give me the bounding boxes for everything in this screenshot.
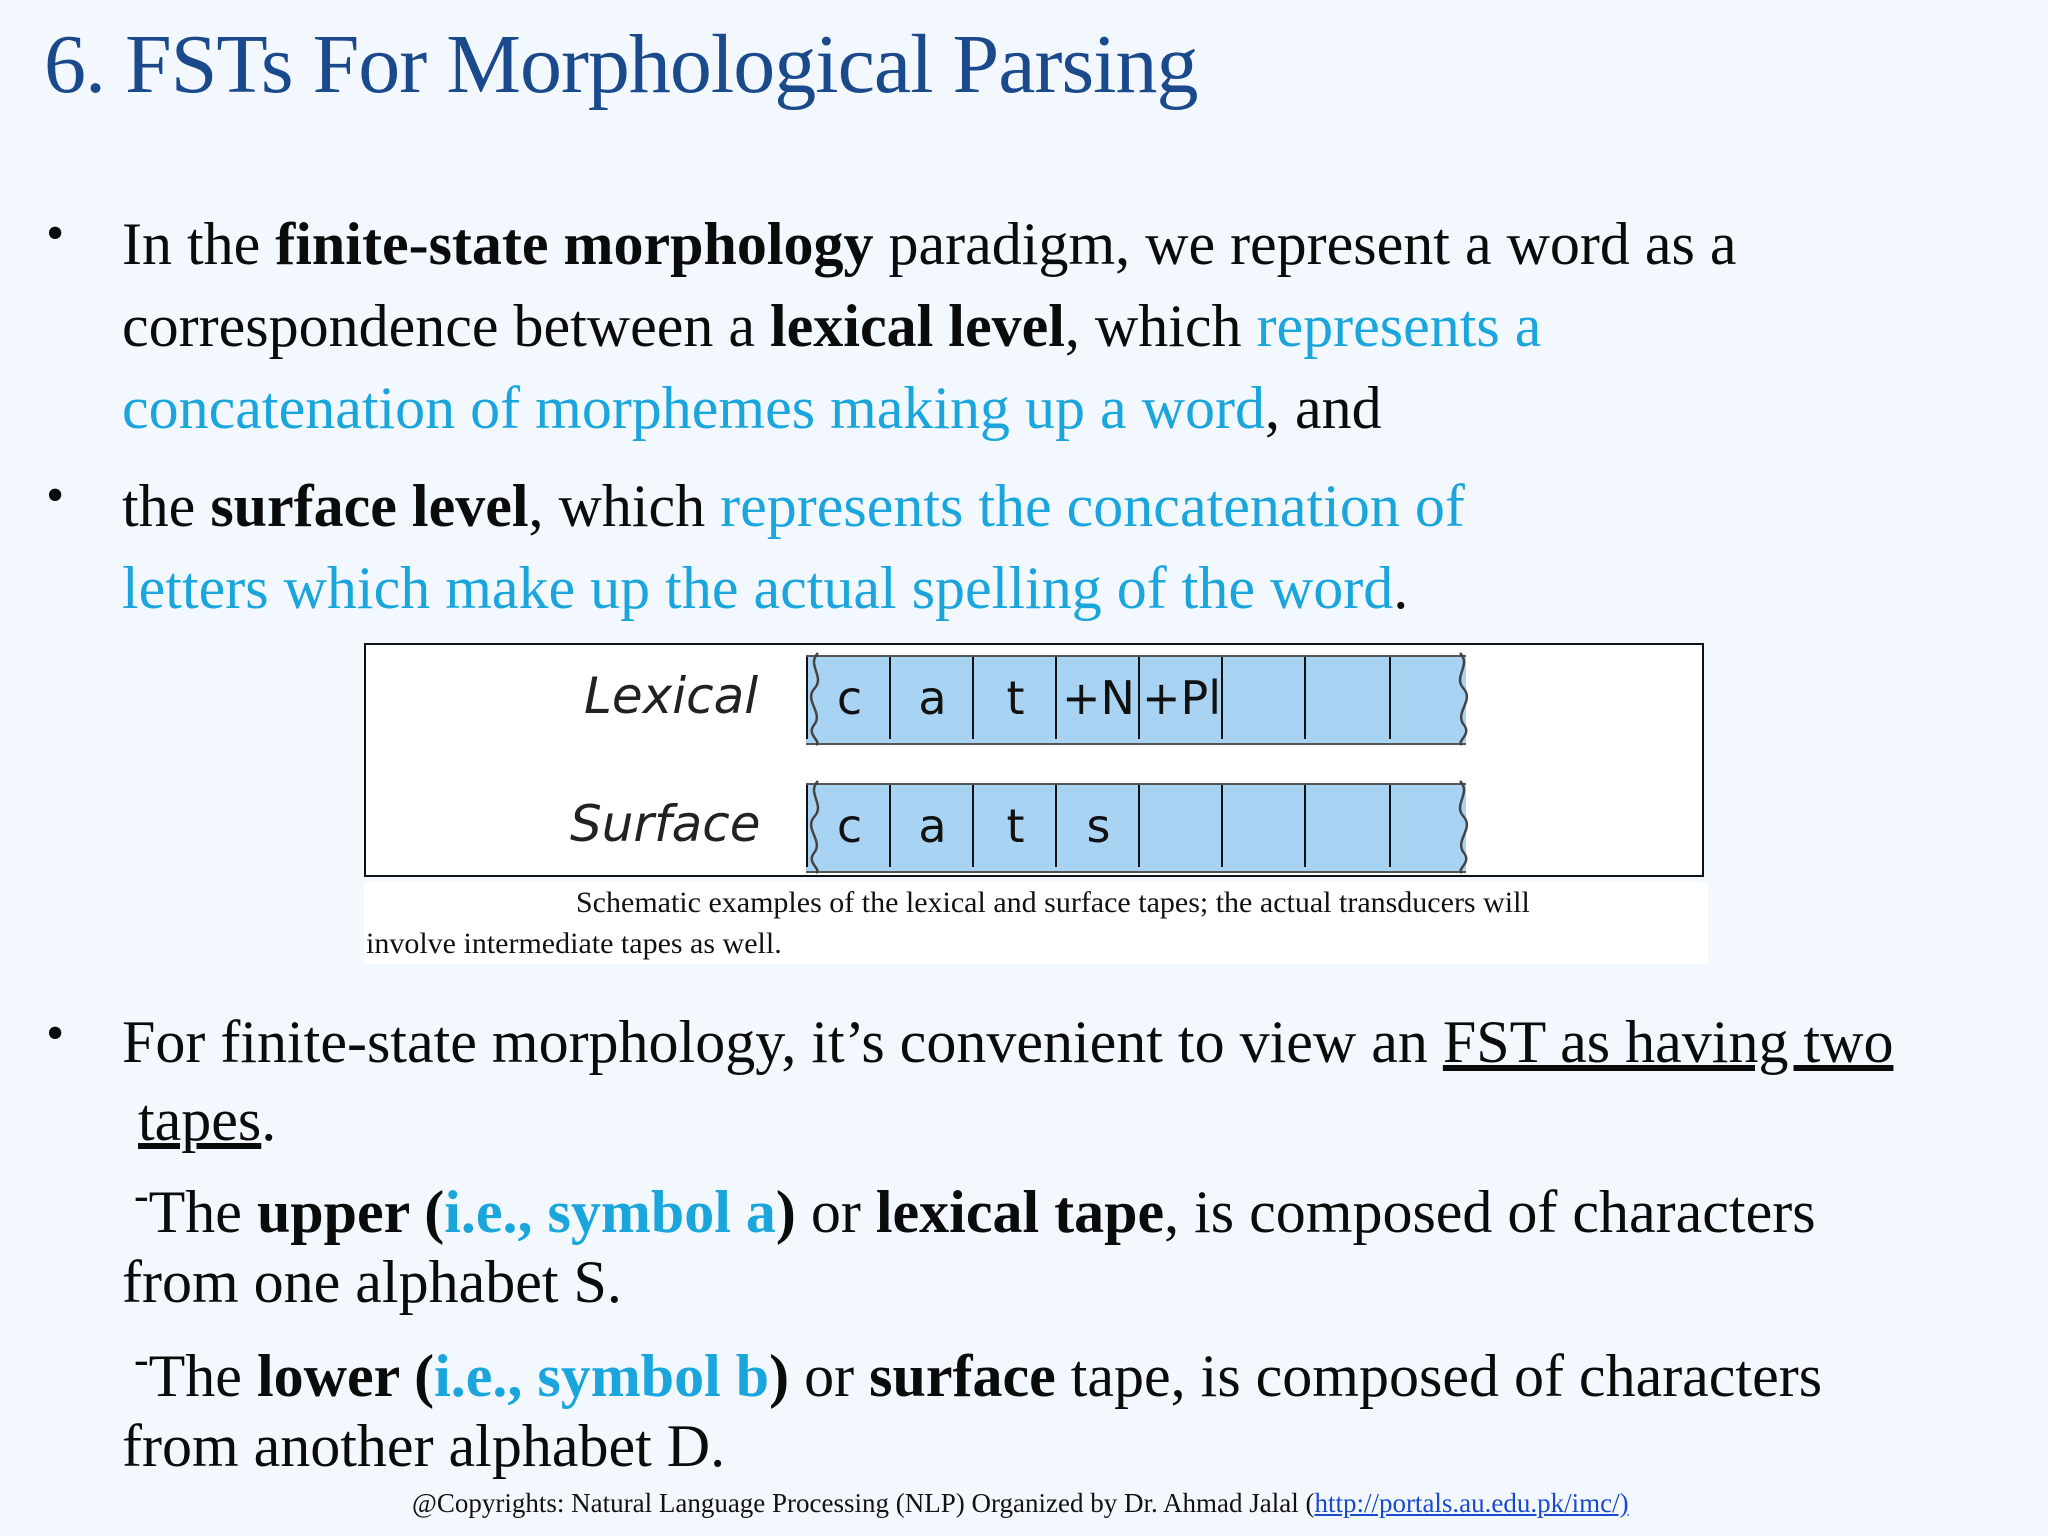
underlined-text: tapes bbox=[138, 1087, 262, 1153]
tape-cell bbox=[1221, 785, 1306, 867]
surface-label: Surface bbox=[570, 795, 761, 853]
term-lexical-level: lexical level bbox=[770, 293, 1065, 359]
footer-text: @Copyrights: Natural Language Processing (NLP) Organized by Dr. Ahmad Jalal ( bbox=[412, 1488, 1315, 1518]
sub2-line1 bbox=[134, 1335, 1823, 1409]
copyright-footer bbox=[412, 1488, 1629, 1519]
dash-marker: - bbox=[134, 1335, 149, 1384]
caption-line2: involve intermediate tapes as well. bbox=[366, 927, 782, 960]
text: the bbox=[122, 473, 211, 539]
lexical-tape bbox=[806, 655, 1466, 745]
slide-title: 6. FSTs For Morphological Parsing bbox=[44, 18, 1198, 111]
bullet-dot: • bbox=[46, 1005, 65, 1062]
text: ) bbox=[769, 1343, 790, 1409]
underlined-text: FST as having two bbox=[1442, 1009, 1894, 1075]
bullet1-line1 bbox=[122, 211, 1737, 277]
text: For finite-state morphology, it’s convenient to view an bbox=[122, 1009, 1443, 1075]
text: The bbox=[148, 1179, 257, 1245]
tape-cell bbox=[1138, 785, 1223, 867]
text: or bbox=[789, 1343, 870, 1409]
tape-break-right-icon bbox=[1450, 779, 1474, 875]
bullet1-line3 bbox=[122, 375, 1382, 441]
tape-cell: a bbox=[889, 657, 974, 739]
term-lexical-tape: lexical tape bbox=[875, 1179, 1165, 1245]
tapes-figure bbox=[364, 643, 1704, 877]
highlight-text: i.e., symbol a bbox=[444, 1179, 776, 1245]
text: or bbox=[795, 1179, 876, 1245]
term-lower: lower bbox=[256, 1343, 400, 1409]
term-finite-state-morphology: finite-state morphology bbox=[275, 211, 874, 277]
tape-cell: a bbox=[889, 785, 974, 867]
sub1-line2: from one alphabet S. bbox=[122, 1249, 622, 1315]
text: correspondence between a bbox=[122, 293, 770, 359]
bullet3-line2 bbox=[138, 1087, 277, 1153]
tape-cell: s bbox=[1055, 785, 1140, 867]
text: tape, is composed of characters bbox=[1055, 1343, 1823, 1409]
tape-break-left-icon bbox=[804, 779, 828, 875]
tape-cell: c bbox=[806, 785, 891, 867]
sub2-line2: from another alphabet D. bbox=[122, 1413, 726, 1479]
tape-break-left-icon bbox=[804, 651, 828, 747]
bullet1-line2 bbox=[122, 293, 1542, 359]
text: . bbox=[261, 1087, 277, 1153]
sub1-line1 bbox=[134, 1171, 1816, 1245]
highlight-text: letters which make up the actual spelling of the word bbox=[122, 555, 1394, 621]
figure-caption bbox=[364, 882, 1708, 964]
tape-cell: c bbox=[806, 657, 891, 739]
text: , which bbox=[1064, 293, 1257, 359]
tape-break-right-icon bbox=[1450, 651, 1474, 747]
bullet-dot: • bbox=[46, 467, 65, 524]
text: ( bbox=[399, 1343, 435, 1409]
tape-cell bbox=[1221, 657, 1306, 739]
highlight-text: i.e., symbol b bbox=[434, 1343, 770, 1409]
highlight-text: represents the concatenation of bbox=[720, 473, 1465, 539]
text: ( bbox=[409, 1179, 445, 1245]
bullet3-line1 bbox=[122, 1009, 1894, 1075]
bullet2-line1 bbox=[122, 473, 1465, 539]
text: The bbox=[148, 1343, 257, 1409]
tape-cell bbox=[1304, 657, 1391, 739]
text: . bbox=[1393, 555, 1409, 621]
highlight-text: represents a bbox=[1256, 293, 1542, 359]
highlight-text: concatenation of morphemes making up a word bbox=[122, 375, 1265, 441]
footer-link[interactable]: http://portals.au.edu.pk/imc/) bbox=[1314, 1488, 1629, 1518]
tape-cell: +Pl bbox=[1138, 657, 1223, 739]
term-surface: surface bbox=[869, 1343, 1056, 1409]
term-surface-level: surface level bbox=[210, 473, 529, 539]
text: , is composed of characters bbox=[1164, 1179, 1816, 1245]
text: , which bbox=[528, 473, 721, 539]
text: paradigm, we represent a word as a bbox=[873, 211, 1737, 277]
text: ) bbox=[775, 1179, 796, 1245]
surface-tape bbox=[806, 783, 1466, 873]
bullet-dot: • bbox=[46, 205, 65, 262]
lexical-label: Lexical bbox=[584, 667, 759, 725]
tape-cell: +N bbox=[1055, 657, 1140, 739]
caption-line1: Schematic examples of the lexical and surface tapes; the actual transducers will bbox=[576, 886, 1530, 919]
dash-marker: - bbox=[134, 1171, 149, 1220]
term-upper: upper bbox=[256, 1179, 410, 1245]
tape-cell: t bbox=[972, 785, 1057, 867]
tape-cell bbox=[1304, 785, 1391, 867]
text: , and bbox=[1265, 375, 1382, 441]
bullet2-line2 bbox=[122, 555, 1409, 621]
tape-cell: t bbox=[972, 657, 1057, 739]
text: In the bbox=[122, 211, 276, 277]
